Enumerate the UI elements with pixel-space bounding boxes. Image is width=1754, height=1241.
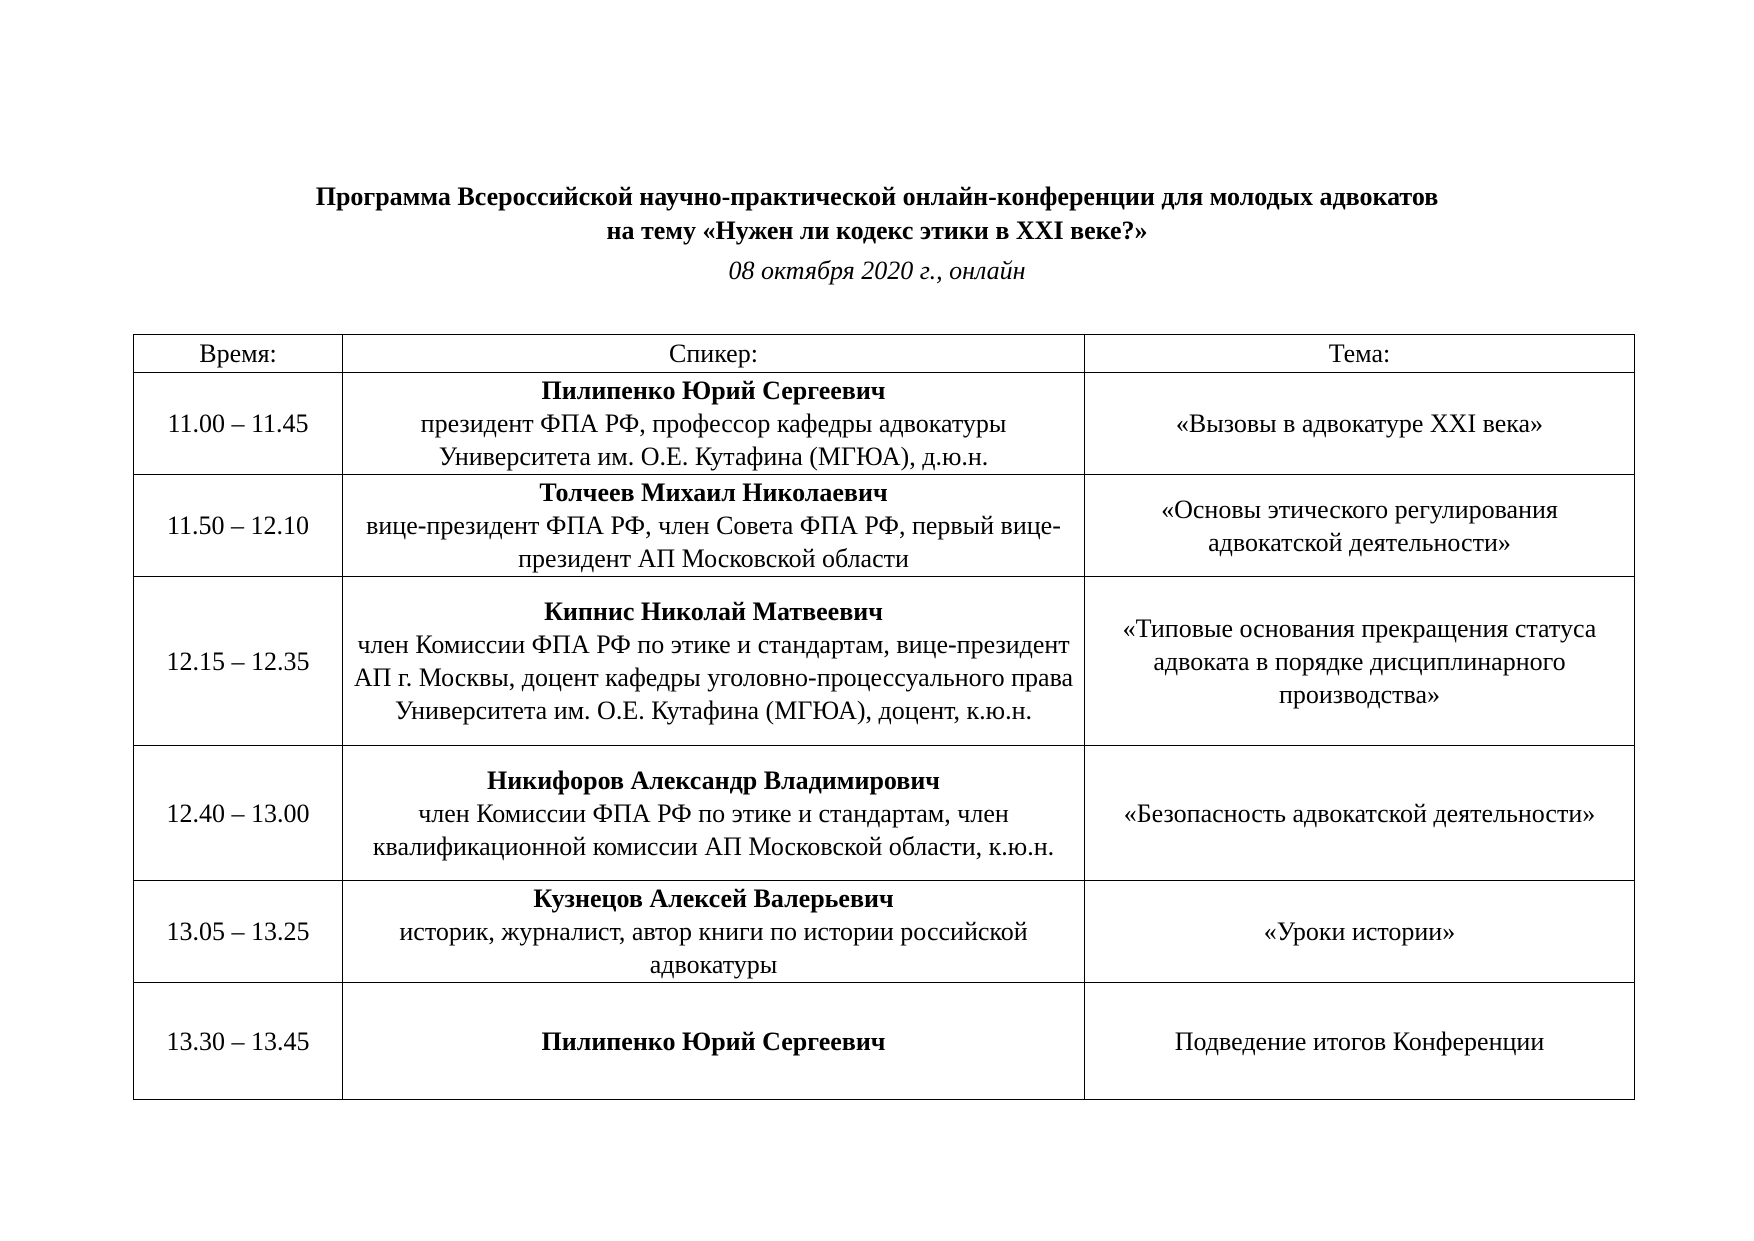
column-header-time: Время: — [134, 335, 343, 373]
table-row — [134, 475, 1635, 577]
time-cell: 13.05 – 13.25 — [134, 881, 343, 983]
speaker-name: Пилипенко Юрий Сергеевич — [541, 1026, 886, 1056]
speaker-role: президент ФПА РФ, профессор кафедры адвокатуры Университета им. О.Е. Кутафина (МГЮА), д.ю.н. — [420, 409, 1007, 471]
table-row — [134, 373, 1635, 475]
speaker-name: Кипнис Николай Матвеевич — [544, 597, 883, 626]
time-cell: 12.15 – 12.35 — [134, 577, 343, 746]
speaker-role: историк, журналист, автор книги по истории российской адвокатуры — [399, 917, 1028, 979]
topic-text: «Безопасность адвокатской деятельности» — [1123, 798, 1596, 828]
speaker-cell — [343, 577, 1085, 746]
program-table — [133, 334, 1635, 1100]
topic-cell — [1085, 373, 1635, 475]
table-header-row — [134, 335, 1635, 373]
speaker-name: Пилипенко Юрий Сергеевич — [541, 376, 886, 405]
topic-cell — [1085, 475, 1635, 577]
topic-cell — [1085, 746, 1635, 881]
topic-cell — [1085, 881, 1635, 983]
topic-text: «Основы этического регулирования адвокатской деятельности» — [1161, 494, 1558, 557]
time-cell: 11.00 – 11.45 — [134, 373, 343, 475]
speaker-role: член Комиссии ФПА РФ по этике и стандартам, член квалификационной комиссии АП Московской области, к.ю.н. — [372, 798, 1055, 861]
table-row — [134, 746, 1635, 881]
speaker-name: Толчеев Михаил Николаевич — [539, 478, 888, 507]
program-subtitle: на тему «Нужен ли кодекс этики в XXI веке?» — [606, 216, 1148, 245]
column-header-topic: Тема: — [1085, 335, 1635, 373]
speaker-cell — [343, 475, 1085, 577]
speaker-name: Никифоров Александр Владимирович — [487, 765, 940, 795]
topic-text: «Типовые основания прекращения статуса адвоката в порядке дисциплинарного производства» — [1122, 613, 1597, 709]
program-title: Программа Всероссийской научно-практической онлайн-конференции для молодых адвокатов — [315, 182, 1439, 211]
speaker-name: Кузнецов Алексей Валерьевич — [533, 884, 894, 913]
speaker-role: вице-президент ФПА РФ, член Совета ФПА РФ, первый вице-президент АП Московской области — [366, 511, 1061, 573]
speaker-cell — [343, 746, 1085, 881]
table-row — [134, 881, 1635, 983]
topic-text: «Вызовы в адвокатуре XXI века» — [1175, 409, 1544, 438]
column-header-speaker: Спикер: — [343, 335, 1085, 373]
topic-text: Подведение итогов Конференции — [1174, 1026, 1545, 1056]
speaker-role: член Комиссии ФПА РФ по этике и стандартам, вице-президент АП г. Москвы, доцент кафедры уголовно-процессуального права Университета им. О.Е. Кутафина (МГЮА), доцент, к.ю.н. — [353, 630, 1074, 725]
table-row — [134, 983, 1635, 1100]
topic-text: «Уроки истории» — [1263, 917, 1456, 946]
time-cell: 12.40 – 13.00 — [134, 746, 343, 881]
speaker-cell — [343, 373, 1085, 475]
speaker-cell — [343, 881, 1085, 983]
time-cell: 13.30 – 13.45 — [134, 983, 343, 1100]
program-date: 08 октября 2020 г., онлайн — [728, 256, 1026, 285]
topic-cell — [1085, 577, 1635, 746]
table-row — [134, 577, 1635, 746]
speaker-cell — [343, 983, 1085, 1100]
topic-cell — [1085, 983, 1635, 1100]
time-cell: 11.50 – 12.10 — [134, 475, 343, 577]
